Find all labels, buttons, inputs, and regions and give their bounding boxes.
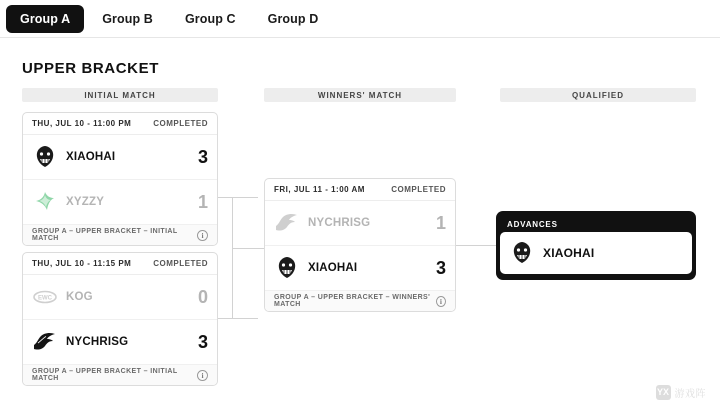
match-footer [23,225,217,245]
group-tabbar [0,0,720,38]
info-icon[interactable]: i [197,370,208,381]
match-status: COMPLETED [153,259,208,268]
match-date: THU, JUL 10 - 11:00 PM [32,119,132,128]
xyzzy-logo [32,189,58,215]
svg-text:EWC: EWC [38,295,52,302]
connector-initial2-horizontal [218,318,258,319]
team-name: XIAOHAI [308,262,358,274]
match-status: COMPLETED [391,185,446,194]
tab-group-c[interactable]: Group C [184,11,236,26]
match-footer-label: GROUP A – UPPER BRACKET – WINNERS' MATCH [274,294,431,308]
match-status: COMPLETED [153,119,208,128]
tab-group-d[interactable]: Group D [267,11,319,26]
team-score: 0 [197,286,208,307]
connector-to-winners [232,248,264,249]
team-name: XIAOHAI [66,151,116,163]
team-score: 1 [197,191,208,212]
team-name: XYZZY [66,196,105,208]
advances-team-name: XIAOHAI [543,246,595,260]
match-footer [23,365,217,385]
team-score: 1 [435,212,446,233]
watermark-logo: YX [656,385,671,400]
team-row[interactable] [23,180,217,225]
connector-vertical-join [232,197,233,319]
ksg-logo [32,144,58,170]
match-footer-label: GROUP A – UPPER BRACKET – INITIAL MATCH [32,368,178,382]
advances-label: ADVANCES [507,220,558,229]
team-score: 3 [197,146,208,167]
advances-card[interactable] [496,211,696,280]
column-header-winners-match: WINNERS' MATCH [264,88,456,102]
match-date: FRI, JUL 11 - 1:00 AM [274,185,365,194]
tab-group-b[interactable]: Group B [102,11,153,26]
match-card-initial-1[interactable] [22,112,218,246]
connector-winners-to-advances [456,245,498,246]
ksg-logo [509,240,535,266]
kog-logo [32,284,58,310]
team-row[interactable] [23,135,217,180]
nychrisg-logo [32,329,58,355]
team-score: 3 [197,331,208,352]
team-name: NYCHRISG [308,217,371,229]
page-title: UPPER BRACKET [22,60,159,77]
advances-team-row[interactable] [500,232,692,274]
team-name: KOG [66,291,93,303]
team-name: NYCHRISG [66,336,129,348]
column-header-initial-match: INITIAL MATCH [22,88,218,102]
team-row[interactable] [265,246,455,291]
match-header [23,253,217,275]
team-row[interactable] [265,201,455,246]
info-icon[interactable]: i [436,296,446,307]
match-header [23,113,217,135]
team-row[interactable] [23,275,217,320]
column-header-qualified: QUALIFIED [500,88,696,102]
match-card-winners-1[interactable] [264,178,456,312]
watermark-text: 游戏阵 [674,389,706,400]
tab-group-a[interactable]: Group A [6,5,84,33]
info-icon[interactable]: i [197,230,208,241]
ksg-logo [274,255,300,281]
match-header [265,179,455,201]
match-date: THU, JUL 10 - 11:15 PM [32,259,132,268]
connector-initial1-horizontal [218,197,258,198]
match-card-initial-2[interactable] [22,252,218,386]
watermark [656,385,707,400]
nychrisg-logo [274,210,300,236]
match-footer [265,291,455,311]
team-row[interactable] [23,320,217,365]
match-footer-label: GROUP A – UPPER BRACKET – INITIAL MATCH [32,228,178,242]
team-score: 3 [435,257,446,278]
